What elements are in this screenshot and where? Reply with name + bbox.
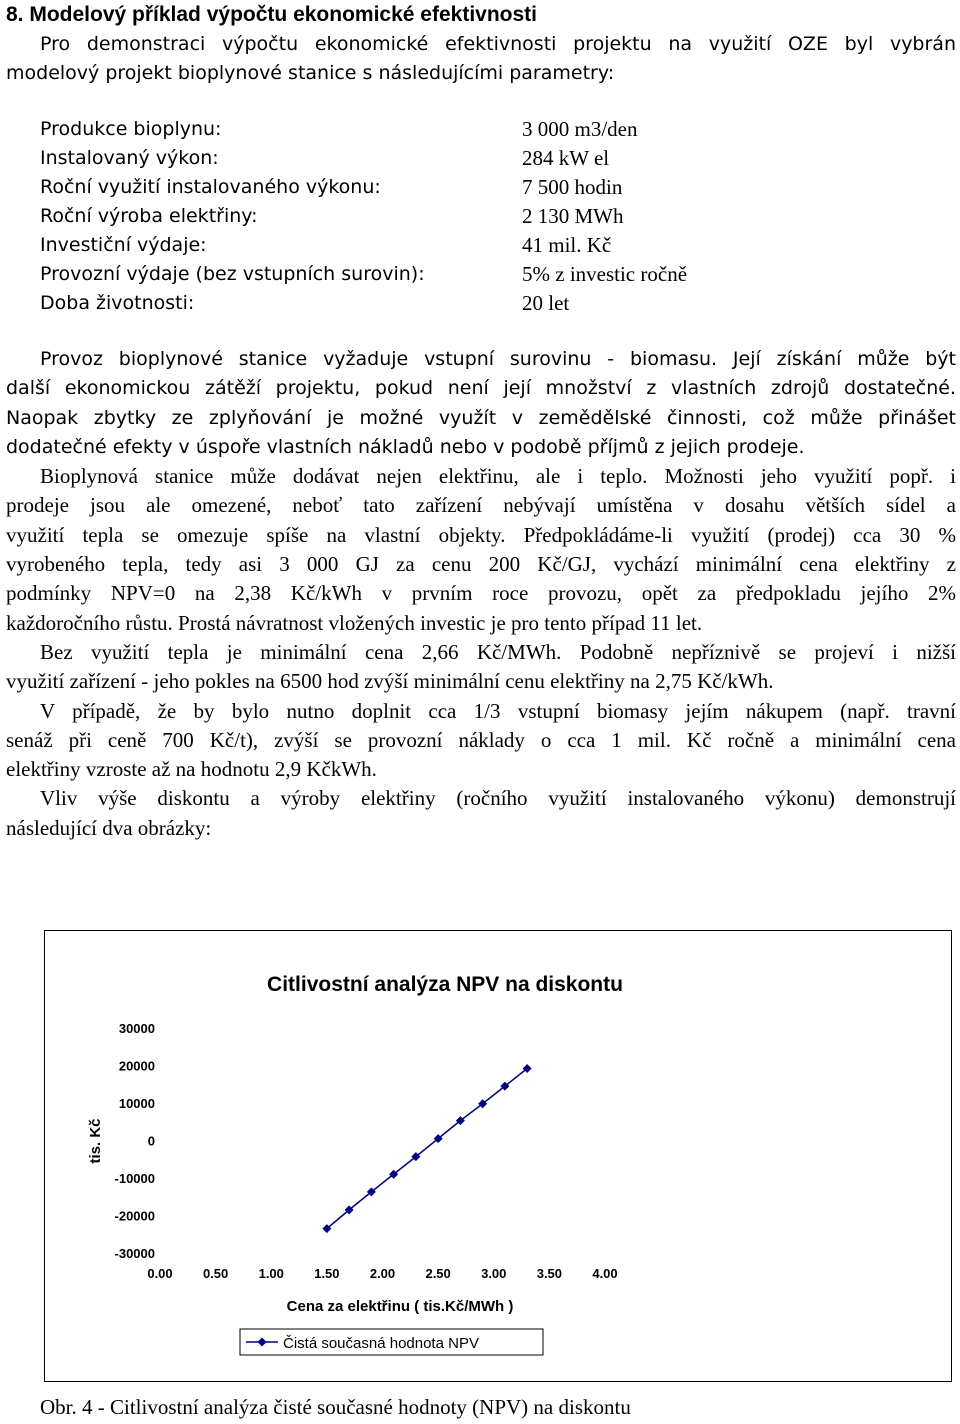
paragraph-line: dodatečné efekty v úspoře vlastních nákladů nebo v podobě příjmů z jejich prodeje. (6, 435, 805, 458)
y-tick-label: 10000 (118, 1096, 155, 1111)
x-tick-label: 3.00 (481, 1266, 507, 1281)
paragraph-line: Naopak zbytky ze zplyňování je možné využít v zemědělské činnosti, což může přinášet (6, 406, 956, 429)
paragraph-line: V případě, že by bylo nutno doplnit cca 1/3 vstupní biomasy jejím nákupem (např. travní (40, 698, 956, 723)
figure-caption: Obr. 4 - Citlivostní analýza čisté současné hodnoty (NPV) na diskontu (40, 1395, 631, 1419)
paragraph-line: Provoz bioplynové stanice vyžaduje vstupní surovinu - biomasu. Její získání může být (40, 348, 956, 370)
x-axis-label: Cena za elektřinu ( tis.Kč/MWh ) (286, 1298, 514, 1315)
paragraph-line: každoročního růstu. Prostá návratnost vložených investic je pro tento případ 11 let. (6, 610, 703, 635)
intro-paragraph (6, 30, 956, 88)
body-paragraph (6, 638, 956, 697)
x-tick-label: 4.00 (592, 1266, 618, 1281)
parameter-label: Instalovaný výkon: (40, 147, 219, 169)
paragraph-line: Bioplynová stanice může dodávat nejen elektřinu, ale i teplo. Možnosti jeho využití popř. i (40, 464, 956, 489)
parameter-label: Roční výroba elektřiny: (40, 205, 258, 227)
parameter-value: 2 130 MWh (522, 204, 624, 228)
y-tick-label: 20000 (118, 1058, 155, 1074)
y-axis-label: tis. Kč (87, 1118, 104, 1164)
parameter-label: Provozní výdaje (bez vstupních surovin): (40, 263, 425, 285)
x-tick-label: 0.00 (147, 1266, 173, 1281)
body-paragraph (6, 697, 956, 785)
parameter-label: Produkce bioplynu: (40, 118, 222, 140)
parameter-row (40, 231, 740, 260)
y-tick-label: 30000 (118, 1021, 155, 1036)
parameter-row (40, 202, 740, 231)
parameter-list (40, 115, 740, 318)
paragraph-line: využití tepla se omezuje spíše na vlastní objekty. Předpokládáme-li využití (prodej) cca 30 % (6, 522, 956, 547)
x-tick-label: 2.50 (425, 1266, 451, 1281)
paragraph-line: následující dva obrázky: (6, 815, 212, 840)
series-line (327, 1069, 527, 1229)
body-text (6, 345, 956, 843)
parameter-row (40, 144, 740, 173)
parameter-row (40, 289, 740, 318)
parameter-label: Doba životnosti: (40, 292, 195, 314)
body-paragraph (6, 462, 956, 638)
intro-line: modelový projekt bioplynové stanice s následujícími parametry: (6, 62, 615, 84)
parameter-value: 284 kW el (522, 146, 610, 170)
x-tick-label: 1.00 (258, 1266, 284, 1281)
npv-chart-svg (45, 931, 951, 1381)
body-paragraph (6, 345, 956, 462)
parameter-row (40, 115, 740, 144)
parameter-row (40, 260, 740, 289)
paragraph-line: další ekonomickou zátěží projektu, pokud není její množství z vlastních zdrojů dostatečné. (6, 377, 956, 400)
x-tick-label: 2.00 (369, 1266, 396, 1281)
parameter-row (40, 173, 740, 202)
chart-title: Citlivostní analýza NPV na diskontu (267, 973, 623, 996)
parameter-value: 7 500 hodin (522, 175, 623, 199)
parameter-label: Investiční výdaje: (40, 234, 207, 256)
body-paragraph (6, 784, 956, 843)
x-tick-label: 0.50 (202, 1266, 229, 1281)
section-heading: 8. Modelový příklad výpočtu ekonomické efektivnosti (6, 3, 537, 26)
paragraph-line: vyrobeného tepla, tedy asi 3 000 GJ za cenu 200 Kč/GJ, vychází minimální cena elektřiny z (6, 552, 956, 577)
x-tick-label: 3.50 (536, 1266, 563, 1281)
intro-line: Pro demonstraci výpočtu ekonomické efektivnosti projektu na využití OZE byl vybrán (40, 33, 956, 55)
npv-chart (44, 930, 952, 1382)
legend-label: Čistá současná hodnota NPV (283, 1335, 479, 1352)
paragraph-line: prodeje jsou ale omezené, neboť tato zařízení nebývají umístěna v dosahu větších sídel a (6, 493, 956, 518)
paragraph-line: Bez využití tepla je minimální cena 2,66 Kč/MWh. Podobně nepříznivě se projeví i nižší (40, 639, 956, 664)
paragraph-line: elektřiny vzroste až na hodnotu 2,9 KčkWh. (6, 757, 377, 782)
parameter-value: 20 let (522, 291, 570, 315)
paragraph-line: využití zařízení - jeho pokles na 6500 hod zvýší minimální cenu elektřiny na 2,75 Kč/kWh. (6, 669, 774, 694)
paragraph-line: podmínky NPV=0 na 2,38 Kč/kWh v prvním roce provozu, opět za předpokladu jejího 2% (6, 581, 956, 606)
x-tick-label: 1.50 (314, 1266, 340, 1281)
parameter-value: 41 mil. Kč (522, 233, 612, 257)
y-tick-label: -30000 (114, 1246, 155, 1261)
y-tick-label: -20000 (114, 1208, 155, 1224)
y-tick-label: -10000 (114, 1171, 155, 1186)
paragraph-line: senáž při ceně 700 Kč/t), zvýší se provozní náklady o cca 1 mil. Kč ročně a minimální cena (6, 727, 956, 752)
parameter-label: Roční využití instalovaného výkonu: (40, 176, 381, 198)
paragraph-line: Vliv výše diskontu a výroby elektřiny (ročního využití instalovaného výkonu) demonstrují (40, 786, 956, 811)
y-tick-label: 0 (147, 1133, 155, 1149)
parameter-value: 5% z investic ročně (522, 262, 688, 286)
parameter-value: 3 000 m3/den (522, 117, 638, 141)
